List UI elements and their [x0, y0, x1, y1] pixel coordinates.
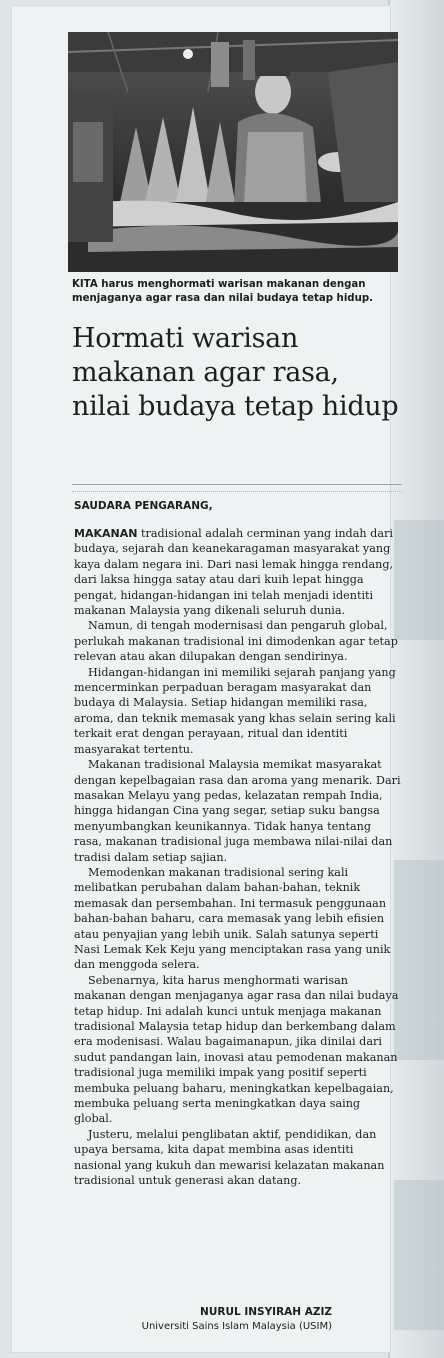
paragraph-3: Hidangan-hidangan ini memiliki sejarah panjang yang mencerminkan perpaduan beragam masyarakat dan budaya di Malaysia. Setiap hidangan memiliki rasa, aroma, dan teknik memasak yang khas selain sering kali terkait erat dengan perayaan, ritual dan identiti masyarakat tertentu.: [74, 665, 396, 756]
paragraph-7: Justeru, melalui penglibatan aktif, pendidikan, dan upaya bersama, kita dapat membina asas identiti nasional yang kukuh dan mewarisi kelazatan makanan tradisional untuk generasi akan datang.: [74, 1127, 385, 1188]
paragraph-5: Memodenkan makanan tradisional sering kali melibatkan perubahan dalam bahan-bahan, teknik memasak dan persembahan. Ini termasuk penggunaan bahan-bahan baharu, cara memasak yang lebih efisien atau penyajian yang lebih unik. Salah satunya seperti Nasi Lemak Kek Keju yang menciptakan rasa yang unik dan menggoda selera.: [74, 865, 391, 972]
paragraph-6: Sebenarnya, kita harus menghormati warisan makanan dengan menjaganya agar rasa dan nilai budaya tetap hidup. Ini adalah kunci untuk menjaga makanan tradisional Malaysia tetap hidup dan berkembang dalam era modenisasi. Walau bagaimanapun, jika dinilai dari sudut pandangan lain, inovasi atau pemodenan makanan tradisional juga memiliki impak yang positif seperti membuka peluang baharu, meningkatkan kepelbagaian, membuka peluang serta meningkatkan daya saing global.: [74, 973, 399, 1126]
byline: SAUDARA PENGARANG,: [74, 500, 213, 512]
author-name: NURUL INSYIRAH AZIZ: [200, 1306, 332, 1318]
divider: [72, 484, 402, 485]
lead-word: MAKANAN: [74, 527, 138, 540]
headline: Hormati warisan makanan agar rasa, nilai budaya tetap hidup: [72, 323, 399, 422]
article-photo: [68, 32, 398, 272]
paragraph-4: Makanan tradisional Malaysia memikat masyarakat dengan kepelbagaian rasa dan aroma yang menarik. Dari masakan Melayu yang pedas, kelazatan rempah India, hingga hidangan Cina yang segar, setiap suku bangsa menyumbangkan keunikannya. Tidak hanya tentang rasa, makanan tradisional juga membawa nilai-nilai dan tradisi dalam setiap sajian.: [74, 758, 401, 864]
article-body: [74, 526, 402, 1188]
paragraph-2: Namun, di tengah modernisasi dan pengaruh global, perlukah makanan tradisional ini dimodenkan agar tetap relevan atau akan dilupakan dengan sendirinya.: [74, 619, 398, 664]
signature: [142, 1306, 332, 1332]
photo-caption: KITA harus menghormati warisan makanan dengan menjaganya agar rasa dan nilai budaya tetap hidup.: [72, 279, 374, 304]
letter-article: [12, 6, 401, 1352]
divider-dotted: [72, 491, 402, 492]
paragraph-1: MAKANAN tradisional adalah cerminan yang indah dari budaya, sejarah dan keanekaragaman masyarakat yang kaya dalam negara ini. Dari nasi lemak hingga rendang, dari laksa hingga satay atau dari kuih lepat hingga pengat, hidangan-hidangan ini telah menjadi identiti makanan Malaysia yang dikenali seluruh dunia.: [74, 527, 394, 618]
author-institution: Universiti Sains Islam Malaysia (USIM): [141, 1321, 332, 1332]
